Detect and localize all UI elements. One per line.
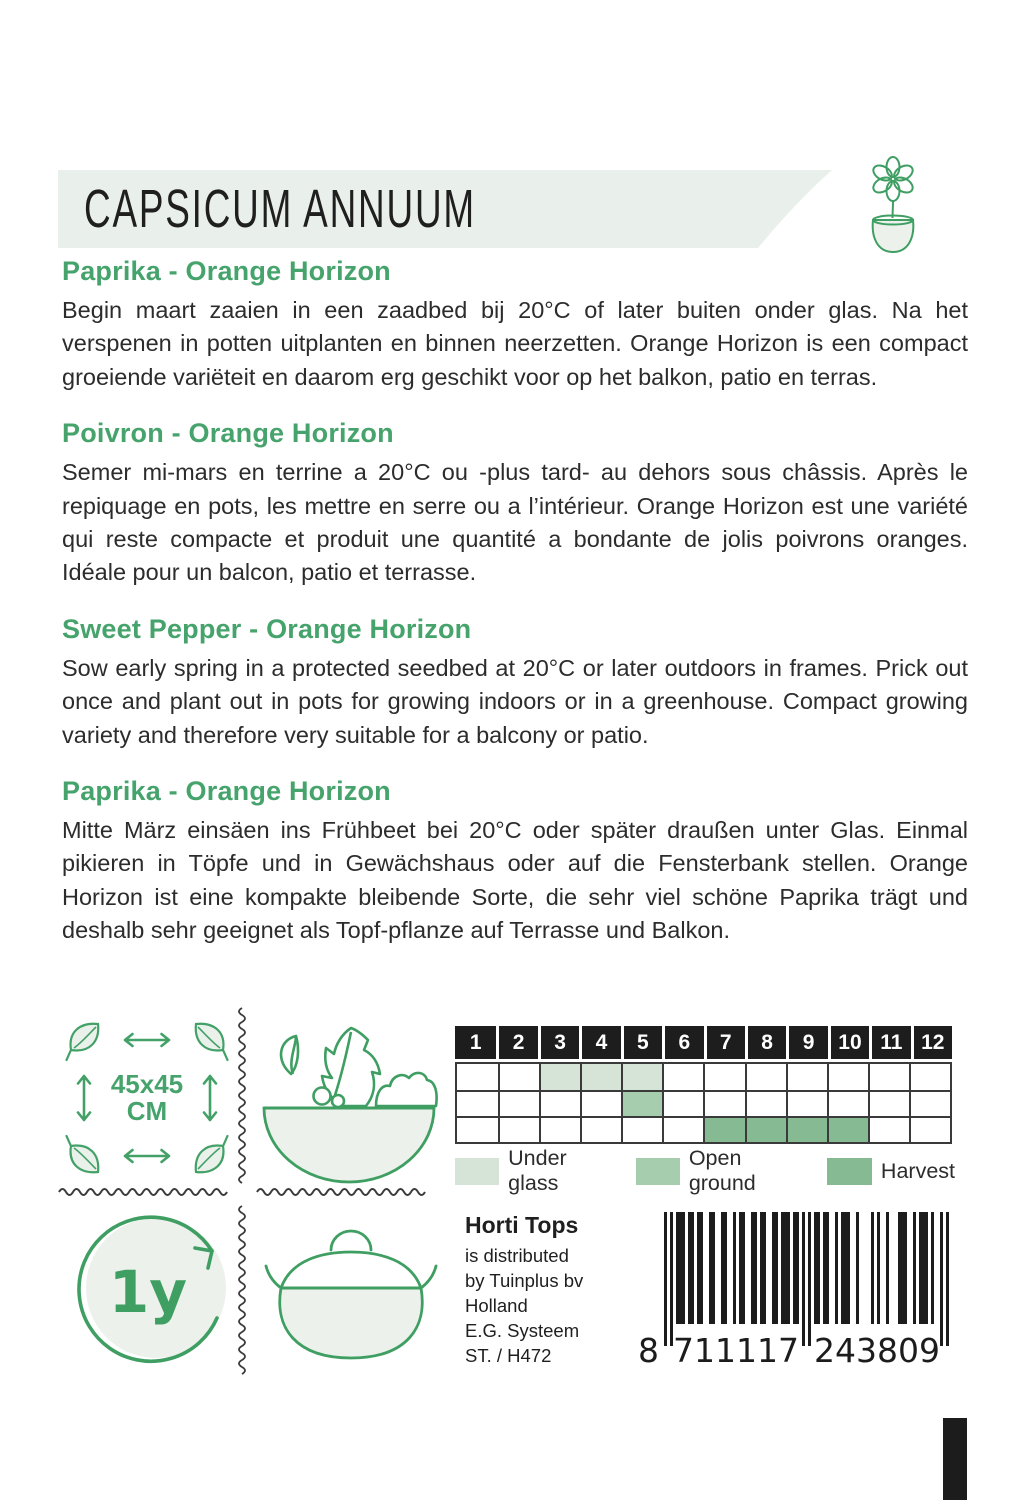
vertical-arrow-icon <box>201 1069 219 1127</box>
legend-item-harvest <box>827 1158 955 1185</box>
calendar-cell <box>786 1116 827 1142</box>
calendar-cell <box>580 1090 621 1116</box>
calendar-row-harvest <box>457 1116 950 1142</box>
section-body-german: Mitte März einsäen ins Frühbeet bei 20°C oder später draußen unter Glas. Einmal pikieren in Töpfe und in Gewächshaus oder auf die Fensterbank stellen. Orange Horizon ist eine kompakte bleibende Sorte, die sehr viel schöne Paprika trägt und deshalb sehr geeignet als Topf-pflanze auf Terrasse und Balkon. <box>62 817 968 944</box>
distributor-line: Holland <box>465 1295 528 1316</box>
calendar-cell <box>457 1090 498 1116</box>
month-cell: 7 <box>704 1026 745 1059</box>
distributor-line: E.G. Systeem <box>465 1320 580 1341</box>
under-glass-swatch <box>455 1158 499 1185</box>
calendar-cell <box>703 1064 744 1090</box>
legend-label: Harvest <box>880 1158 955 1183</box>
month-cell: 5 <box>621 1026 662 1059</box>
calendar-grid <box>455 1062 952 1144</box>
distributor-line: is distributed <box>465 1245 569 1266</box>
calendar-cell <box>827 1090 868 1116</box>
month-cell: 11 <box>869 1026 910 1059</box>
month-cell: 2 <box>496 1026 537 1059</box>
legend-label: Under glass <box>508 1146 567 1195</box>
calendar-cell <box>580 1116 621 1142</box>
wavy-divider-horizontal <box>58 1186 234 1198</box>
calendar-cell <box>621 1090 662 1116</box>
barcode-right-group: 243809 <box>814 1331 940 1370</box>
calendar-cell <box>457 1116 498 1142</box>
calendar-cell <box>662 1090 703 1116</box>
ean-barcode <box>636 1212 952 1370</box>
calendar-cell <box>827 1064 868 1090</box>
calendar-cell <box>580 1064 621 1090</box>
legend-item-open-ground <box>636 1146 812 1196</box>
distributor-info <box>465 1212 625 1368</box>
month-cell: 3 <box>538 1026 579 1059</box>
salad-bowl-icon <box>258 1016 440 1184</box>
barcode-left-group: 711117 <box>673 1331 799 1370</box>
open-ground-swatch <box>636 1158 680 1185</box>
calendar-cell <box>827 1116 868 1142</box>
species-title: CAPSICUM ANNUUM <box>84 177 476 239</box>
cooking-pot-icon <box>260 1216 442 1368</box>
calendar-cell <box>621 1064 662 1090</box>
section-body-dutch: Begin maart zaaien in een zaadbed bij 20°C of later buiten onder glas. Na het verspenen in potten uitplanten en binnen neerzetten. Orange Horizon is een compact groeiende variëteit en daarom erg geschikt voor op het balkon, patio en terras. <box>62 297 968 390</box>
calendar-cell <box>868 1116 909 1142</box>
calendar-cell <box>498 1116 539 1142</box>
calendar-cell <box>786 1090 827 1116</box>
calendar-cell <box>909 1064 950 1090</box>
print-registration-bar <box>943 1418 967 1500</box>
section-french <box>62 418 968 590</box>
month-cell: 1 <box>455 1026 496 1059</box>
calendar-row-under-glass <box>457 1064 950 1090</box>
calendar-cell <box>745 1090 786 1116</box>
section-body-french: Semer mi-mars en terrine a 20°C ou -plus tard- au dehors sous châssis. Après le repiquage en pots, les mettre en serre ou a l’intérieur. Orange Horizon est une variété qui reste compacte et produit une quantité a bondante de jolis poivrons oranges. Idéale pour un balcon, patio et terrasse. <box>62 459 968 586</box>
month-cell: 6 <box>662 1026 703 1059</box>
calendar-cell <box>909 1116 950 1142</box>
calendar-cell <box>745 1116 786 1142</box>
calendar-cell <box>662 1064 703 1090</box>
legend-item-under-glass <box>455 1146 621 1196</box>
legend-label: Open ground <box>688 1146 756 1195</box>
calendar-cell <box>786 1064 827 1090</box>
section-english <box>62 614 968 752</box>
month-cell: 10 <box>828 1026 869 1059</box>
barcode-first-digit: 8 <box>638 1331 659 1370</box>
vertical-arrow-icon <box>75 1069 93 1127</box>
calendar-row-open-ground <box>457 1090 950 1116</box>
month-cell: 12 <box>911 1026 952 1059</box>
seed-viability-icon <box>60 1208 240 1380</box>
calendar-cell <box>703 1116 744 1142</box>
distributor-name: Horti Tops <box>465 1212 579 1238</box>
sowing-calendar <box>455 1026 952 1144</box>
calendar-cell <box>539 1064 580 1090</box>
calendar-cell <box>498 1090 539 1116</box>
calendar-cell <box>498 1064 539 1090</box>
leaf-icon <box>62 1134 106 1178</box>
section-body-english: Sow early spring in a protected seedbed at 20°C or later outdoors in frames. Prick out once and plant out in pots for growing indoors or in a greenhouse. Compact growing variety and therefore very suitable for a balcony or patio. <box>62 654 968 748</box>
month-cell: 8 <box>745 1026 786 1059</box>
horizontal-arrow-icon <box>118 1147 176 1165</box>
spacing-label: 45x45 CM <box>110 1069 184 1126</box>
month-cell: 4 <box>579 1026 620 1059</box>
leaf-icon <box>188 1134 232 1178</box>
calendar-cell <box>745 1064 786 1090</box>
calendar-month-header <box>455 1026 952 1059</box>
calendar-cell <box>539 1116 580 1142</box>
distributor-line: ST. / H472 <box>465 1345 552 1366</box>
calendar-cell <box>621 1116 662 1142</box>
section-heading-french: Poivron - Orange Horizon <box>62 418 394 449</box>
horizontal-arrow-icon <box>118 1031 176 1049</box>
calendar-cell <box>909 1090 950 1116</box>
section-heading-english: Sweet Pepper - Orange Horizon <box>62 613 472 644</box>
section-dutch <box>62 256 968 394</box>
distributor-line: by Tuinplus bv <box>465 1270 584 1291</box>
harvest-swatch <box>827 1158 872 1185</box>
section-german <box>62 776 968 948</box>
description-sections <box>62 256 968 972</box>
leaf-icon <box>62 1018 106 1062</box>
calendar-legend <box>455 1146 955 1196</box>
section-heading-dutch: Paprika - Orange Horizon <box>62 256 391 286</box>
calendar-cell <box>539 1090 580 1116</box>
flower-pot-icon <box>856 156 930 256</box>
calendar-cell <box>662 1116 703 1142</box>
viability-label: 1y <box>108 1258 188 1326</box>
calendar-cell <box>868 1064 909 1090</box>
calendar-cell <box>703 1090 744 1116</box>
calendar-cell <box>868 1090 909 1116</box>
leaf-icon <box>188 1018 232 1062</box>
wavy-divider-horizontal <box>256 1186 432 1198</box>
plant-spacing-icon <box>58 1014 236 1184</box>
section-heading-german: Paprika - Orange Horizon <box>62 776 391 807</box>
wavy-divider-vertical <box>236 1006 248 1190</box>
title-banner <box>58 170 832 248</box>
month-cell: 9 <box>786 1026 827 1059</box>
calendar-cell <box>457 1064 498 1090</box>
